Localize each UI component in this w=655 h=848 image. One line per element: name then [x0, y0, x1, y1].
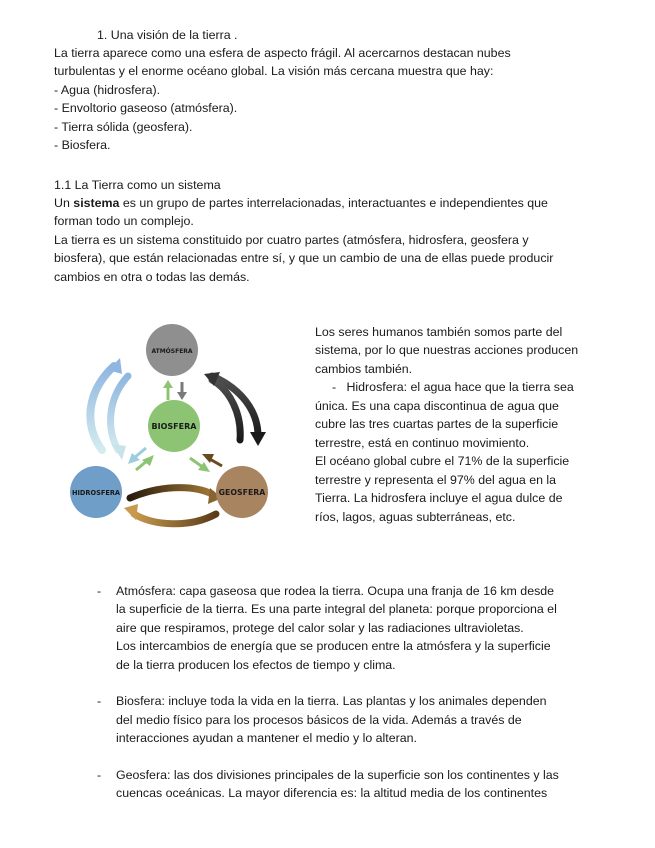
bullet-marker: -	[97, 584, 102, 598]
paragraph-line: La tierra es un sistema constituido por cuatro partes (atmósfera, hidrosfera, geosfera y	[54, 233, 529, 247]
hidrosfera-label: HIDROSFERA	[71, 489, 121, 497]
subsection-heading: 1.1 La Tierra como un sistema	[54, 178, 221, 192]
arrow-head	[124, 504, 138, 520]
definition-prefix: Un	[54, 196, 74, 210]
bullet-line: del medio físico para los procesos básicos de la vida. Además a través de	[116, 713, 522, 727]
geosfera-label: GEOSFERA	[218, 488, 266, 497]
arrow-head	[177, 392, 187, 400]
definition-term: sistema	[73, 196, 120, 210]
paragraph-line: sistema, por lo que nuestras acciones producen	[315, 343, 579, 357]
arrow-hidro-to-geo	[130, 488, 212, 498]
biosfera-label: BIOSFERA	[151, 422, 197, 431]
definition-rest: es un grupo de partes interrelacionadas, interactuantes e independientes que	[119, 196, 548, 210]
paragraph-line: cambios en otra o todas las demás.	[54, 270, 250, 284]
bullet-line: aire que respiramos, protege del calor solar y las radiaciones ultravioletas.	[116, 621, 524, 635]
bullet-line: Geosfera: las dos divisiones principales de la superficie son los continentes y las	[116, 768, 559, 782]
bullet-line: Biosfera: incluye toda la vida en la tierra. Las plantas y los animales dependen	[116, 694, 547, 708]
paragraph-line: terrestre y representa el 97% del agua en la	[315, 473, 557, 487]
bullet-marker: -	[97, 694, 102, 708]
bullet-line: Los intercambios de energía que se producen entre la atmósfera y la superficie	[116, 639, 551, 653]
list-item: - Agua (hidrosfera).	[54, 83, 161, 97]
paragraph-line: única. Es una capa discontinua de agua que	[315, 399, 559, 413]
bullet-marker: -	[97, 768, 102, 782]
arrow-head	[163, 380, 173, 388]
list-item: - Biosfera.	[54, 138, 111, 152]
bullet-line: Atmósfera: capa gaseosa que rodea la tierra. Ocupa una franja de 16 km desde	[116, 584, 555, 598]
atmosfera-label: ATMÓSFERA	[151, 348, 193, 355]
paragraph-line: cubre las tres cuartas partes de la superficie	[315, 417, 559, 431]
list-item: - Tierra sólida (geosfera).	[54, 120, 193, 134]
paragraph-line: biosfera), que están relacionadas entre sí, y que un cambio de una de ellas puede producir	[54, 251, 554, 265]
arrow-head	[250, 432, 266, 446]
definition-line	[54, 194, 548, 212]
list-item: - Envoltorio gaseoso (atmósfera).	[54, 101, 238, 115]
paragraph-line: Los seres humanos también somos parte del	[315, 325, 563, 339]
hidrosfera-item	[332, 378, 574, 396]
bullet-line: interacciones ayudan a mantener el medio y lo alteran.	[116, 731, 417, 745]
paragraph-line: Tierra. La hidrosfera incluye el agua dulce de	[315, 491, 563, 505]
arrow-atmos-to-hidro	[111, 376, 128, 450]
bullet-line: de la tierra producen los efectos de tiempo y clima.	[116, 658, 396, 672]
paragraph-line: El océano global cubre el 71% de la superficie	[315, 454, 570, 468]
arrow-geo-to-hidro	[134, 514, 216, 524]
paragraph-line: forman todo un complejo.	[54, 214, 194, 228]
bullet-line: cuencas oceánicas. La mayor diferencia es: la altitud media de los continentes	[116, 786, 548, 800]
bullet-line: la superficie de la tierra. Es una parte integral del planeta: porque proporciona el	[116, 602, 557, 616]
earth-system-diagram	[62, 318, 282, 528]
paragraph-line: turbulentas y el enorme océano global. La visión más cercana muestra que hay:	[54, 64, 494, 78]
paragraph-line: La tierra aparece como una esfera de aspecto frágil. Al acercarnos destacan nubes	[54, 46, 511, 60]
dash-marker: -	[332, 380, 337, 394]
paragraph-line: cambios también.	[315, 362, 413, 376]
arrow-head	[112, 444, 126, 460]
hidrosfera-first-line: Hidrosfera: el agua hace que la tierra sea	[346, 380, 574, 394]
section-heading: 1. Una visión de la tierra .	[97, 28, 238, 42]
paragraph-line: ríos, lagos, aguas subterráneas, etc.	[315, 510, 516, 524]
paragraph-line: terrestre, está en continuo movimiento.	[315, 436, 530, 450]
